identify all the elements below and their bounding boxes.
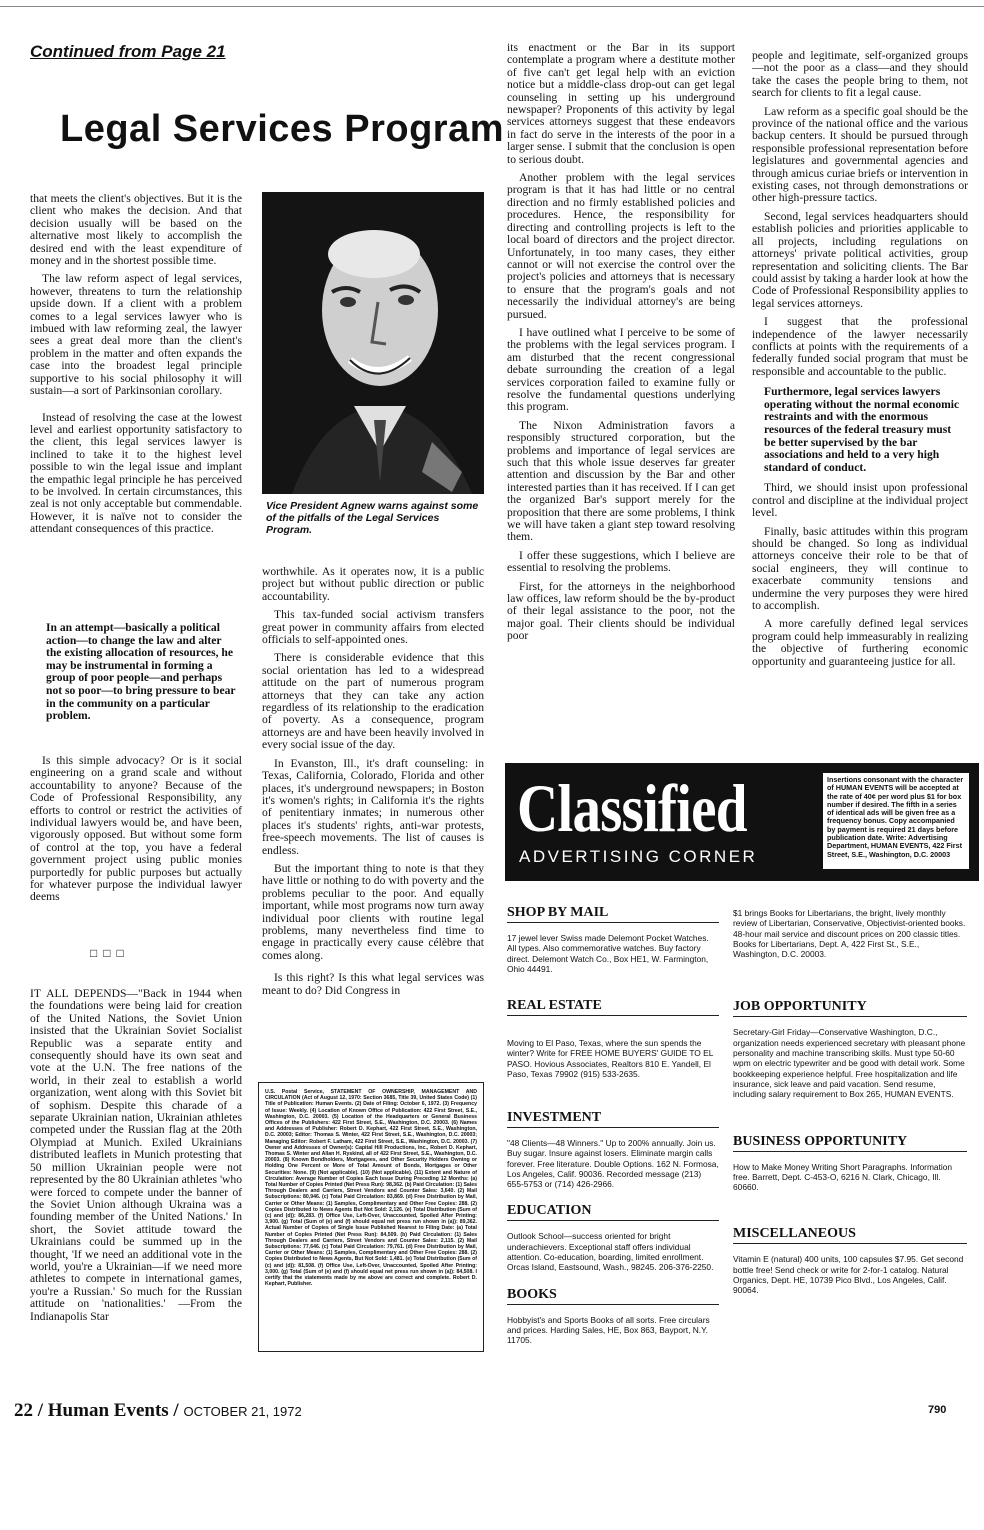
ad-books bbox=[507, 1287, 719, 1346]
classified-title: Classified bbox=[517, 770, 747, 846]
column-2 bbox=[262, 566, 484, 1046]
ad-investment bbox=[507, 1110, 719, 1189]
paragraph: In Evanston, Ill., it's draft counseling: in Texas, California, Colorado, Florida and other places, it's underground newspapers; in Boston it's women's rights; in California it's the rights of penitentiary inmates; in numerous other places it's students' rights, anti-war protests, free-speech movements. The list of causes is endless. bbox=[262, 756, 484, 857]
ad-text: Vitamin E (natural) 400 units, 100 capsules $7.95. Get second bottle free! Send check or write for 2-for-1 catalog. Natural Organics, Dept. HE, 10739 Pico Blvd., Los Angeles, Calif. 90064. bbox=[733, 1254, 964, 1296]
column-3 bbox=[507, 42, 735, 754]
column-1-bottom bbox=[30, 988, 242, 1388]
page-number: 22 / Human Events / bbox=[14, 1400, 179, 1421]
paragraph: Law reform as a specific goal should be the province of the national office and the various backup centers. It should be pursued through responsible professional representation before legislatures and governmental agencies and through amicus curiae briefs or intervention in existing cases, not through demonstrations or other high-pressure tactics. bbox=[752, 104, 968, 205]
ad-heading: REAL ESTATE bbox=[507, 998, 719, 1016]
paragraph: The Nixon Administration favors a responsibly structured corporation, but the problems and importance of legal services are such that this whole issue deserves far greater attention and discussion by the Bar and other interested parties than it has received. If I can get the organized Bar's support merely for the proposition that there are some problems, I think we will have taken a giant step toward resolving them. bbox=[507, 418, 735, 544]
classified-subtitle: ADVERTISING CORNER bbox=[519, 847, 758, 866]
paragraph: Finally, basic attitudes within this program should be changed. So long as individual attorneys conceive their role to be that of social engineers, they will continue to exacerbate community tensions and undermine the very purposes they were hired to accomplish. bbox=[752, 524, 968, 612]
continued-label: Continued from Page 21 bbox=[30, 42, 226, 61]
paragraph: This tax-funded social activism transfers great power in community affairs from elected officials to self-appointed ones. bbox=[262, 608, 484, 647]
section-separator: □□□ bbox=[90, 946, 130, 960]
paragraph: Second, legal services headquarters should establish policies and priorities applicable to all projects, including regulations on attorneys' private political activities, group representation and soliciting clients. The Bar could assist by taking a harder look at how the Code of Professional Responsibility applies to legal services attorneys. bbox=[752, 209, 968, 310]
paragraph: its enactment or the Bar in its support contemplate a program where a destitute mother of five can't get legal help with an eviction notice but a middle-class drop-out can get legal counseling in setting up his underground newspaper? Proponents of this activity by legal services attorneys suggest that these endeavors in fact do serve in the interests of the poor in a larger sense. I submit that the conclusion is open to serious doubt. bbox=[507, 42, 735, 166]
classified-rates-info: Insertions consonant with the character of HUMAN EVENTS will be accepted at the rate of 40¢ per word plus $1 for box number if desired. The fifth in a series of identical ads will be given free as a frequency bonus. Copy accompanied by payment is required 21 days before publication date. Write: Advertising Department, HUMAN EVENTS, 422 First Street, S.E., Washington, D.C. 20003 bbox=[823, 773, 969, 869]
ad-heading: JOB OPPORTUNITY bbox=[733, 999, 967, 1017]
paragraph: Another problem with the legal services program is that it has had little or no central direction and no firmly established policies and procedures. Hence, the responsibility for directing and controlling projects is left to the local board of directors and the project director. Unfortunately, in too many cases, they either cannot or will not exercise the control over the project's policies and attorneys that is necessary to ensure that the program's goals and not necessarily the individual attorney's are being pursued. bbox=[507, 171, 735, 321]
column-1-top bbox=[30, 193, 242, 603]
top-rule bbox=[0, 6, 984, 7]
postal-statement-box: U.S. Postal Service, STATEMENT OF OWNERSHIP, MANAGEMENT AND CIRCULATION (Act of August 12, 1970: Section 3685, Title 39, United States Code) (1) Title of Publication: Human Events. (2) Date of Filing: October 6, 1972. (3) Frequency of Issue: Weekly. (4) Location of Known Office of Publication: 422 First Street, S.E., Washington, D.C. 20003. (5) Location of the Headquarters or General Business Offices of the Publishers: 422 First Street, S.E., Washington, D.C. 20003. (6) Names and Addresses of Publisher: Robert D. Kephart, 422 First Street, S.E., Washington, D.C. 20003; Editor: Thomas S. Winter, 422 First Street, S.E., Washington, D.C. 20003; Managing Editor: Robert F. Latham, 422 First Street, S.E., Washington, D.C. 20003. (7) Owner and Addresses of Owner(s): Capital Hill Productions, Inc., Robert D. Kephart, Thomas S. Winter and Allan H. Ryskind, all of 422 First Street, S.E., Washington, D.C. 20003. (8) Known Bondholders, Mortgagees, and Other Security Holders Owning or Holding One Percent or More of Total Amount of Bonds, Mortgages or Other Securities: None. (9) (Not applicable). (10) (Not applicable). (11) Extent and Nature of Circulation: Average Number of Copies Each Issue During Preceding 12 Months: (a) Total Number of Copies Printed (Net Press Run): 98,362. (b) Paid Circulation: (1) Sales Through Dealers and Carriers, Street Vendors and Counter Sales: 3,640. (2) Mail Subscriptions: 80,946. (c) Total Paid Circulation: 83,869. (d) Free Distribution by Mail, Carrier or Other Means: (1) Samples, Complimentary and Other Free Copies: 288. (2) Copies Distributed to News Agents But Not Sold: 2,126. (e) Total Distribution (Sum of (c) and (d)): 86,283. (f) Office Use, Left-Over, Unaccounted, Spoiled After Printing: 3,900. (g) Total (Sum of (e) and (f) should equal net press run shown in (a)): 89,362. Actual Number of Copies of Single Issue Published Nearest to Filing Date: (a) Total Number of Copies Printed (Net Press Run): 84,509. (b) Paid Circulation: (1) Sales Through Dealers and Carriers, Street Vendors and Counter Sales: 2,115. (2) Mail Subscriptions: 77,646. (c) Total Paid Circulation: 79,761. (d) Free Distribution by Mail, Carrier or Other Means: (1) Samples, Complimentary and Other Free Copies: 288. (2) Copies Distributed to News Agents, But Not Sold: 1,481. (e) Total Distribution (Sum of (c) and (d)): 81,508. (f) Office Use, Left-Over, Unaccounted, Spoiled After Printing: 3,000. (g) Total (Sum of (e) and (f) should equal net press run shown in (a)): 84,508. I certify that the statements made by me above are correct and complete. Robert D. Kephart, Publisher. bbox=[258, 1082, 484, 1352]
classified-right-column bbox=[733, 908, 967, 1400]
paragraph: First, for the attorneys in the neighborhood law offices, law reform should be the by-product of their legal assistance to the poor, not the major goal. Their clients should be individual poor bbox=[507, 579, 735, 643]
paragraph: A more carefully defined legal services program could help immeasurably in realizing the objective of furthering economic opportunity and guaranteeing justice for all. bbox=[752, 617, 968, 668]
ad-heading: SHOP BY MAIL bbox=[507, 905, 719, 923]
paragraph: worthwhile. As it operates now, it is a public project but without public direction or public accountability. bbox=[262, 566, 484, 603]
ad-text: How to Make Money Writing Short Paragraphs. Information free. Barrett, Dept. C-453-O, 6216 N. Clark, Chicago, Ill. 60660. bbox=[733, 1161, 953, 1193]
paragraph: I offer these suggestions, which I believe are essential to resolving the problems. bbox=[507, 548, 735, 575]
issue-date: OCTOBER 21, 1972 bbox=[183, 1404, 302, 1419]
ad-miscellaneous bbox=[733, 1226, 967, 1295]
classified-banner bbox=[505, 763, 979, 881]
ad-shop-by-mail bbox=[507, 905, 719, 974]
ad-text: Secretary-Girl Friday—Conservative Washington, D.C., organization needs experienced secretary with pleasant phone personality and machine transcribing skills. Must type 50-60 wpm on electric typewriter and be good with detail work. Some bookkeeping experience helpful. Free hospitalization and life insurance, sick leave and paid vacation. Send resume, including salary requirement to Box 265, HUMAN EVENTS. bbox=[733, 1027, 966, 1100]
page-footer bbox=[14, 1400, 302, 1422]
paragraph: I suggest that the professional independence of the lawyer necessarily conflicts at points with the requirements of a federally funded social program that must be responsible and accountable to the public. bbox=[752, 315, 968, 378]
ad-business-opportunity bbox=[733, 1134, 967, 1193]
ad-heading: INVESTMENT bbox=[507, 1110, 719, 1128]
ad-education bbox=[507, 1203, 719, 1272]
paragraph: The law reform aspect of legal services, however, threatens to turn the relationship upside down. If a client with a problem comes to a legal services lawyer who is imbued with law reforming zeal, the lawyer sees a great deal more than the client's problem in the matter and often expands the case into the broadest legal principle supportive to his social philosophy it will sustain—a sort of Parkinsonian corollary. bbox=[30, 272, 242, 398]
ad-heading: BOOKS bbox=[507, 1287, 719, 1305]
paragraph: Is this simple advocacy? Or is it social engineering on a grand scale and without accountability to anyone? Because of the Code of Professional Responsibility, any efforts to control or restrict the activities of individual lawyers would be, and have been, vigorously opposed. But without some form of control at the top, you have a federal government project using public monies purportedly for public purposes but actually for whatever purpose the individual lawyer deems bbox=[30, 755, 242, 904]
agnew-photo bbox=[262, 192, 484, 494]
column-1-mid bbox=[30, 755, 242, 925]
pull-quote-right: Furthermore, legal services lawyers operating without the normal economic restraints and with the enormous resources of the federal treasury must be better supervised by the bar associations and held to a very high standard of conduct. bbox=[764, 385, 960, 474]
ad-real-estate bbox=[507, 998, 719, 1079]
ad-text-libertarian-books: $1 brings Books for Libertarians, the bright, lively monthly review of Libertarian, Conservative, Objectivist-oriented books. 48-hour mail service and discount prices on 200 classic titles. Books for Libertarians, Dept. A, 422 First St., S.E., Washington, D.C. 20003. bbox=[733, 908, 966, 960]
ad-text: Moving to El Paso, Texas, where the sun spends the winter? Write for FREE HOME BUYERS' GUIDE TO EL PASO. Hovious Associates, Realtors 810 E. Yandell, El Paso, Texas 79902 (915) 533-2635. bbox=[507, 1038, 714, 1080]
ad-heading: EDUCATION bbox=[507, 1203, 719, 1221]
ad-text: "48 Clients—48 Winners." Up to 200% annually. Join us. Buy sugar. Insure against losers. Eliminate margin calls forever. Free literature. Double Options. 162 N. Formosa, Los Angeles, Calif. 90036. Recorded message (213) 655-5753 or (714) 426-2966. bbox=[507, 1138, 719, 1190]
paragraph: But the important thing to note is that they have little or nothing to do with poverty and the problems peculiar to the poor. And equally important, while most programs now turn away individual poor clients with routine legal problems, many nevertheless find time to engage in practically every cause célèbre that comes along. bbox=[262, 861, 484, 962]
paragraph: IT ALL DEPENDS—"Back in 1944 when the foundations were being laid for creation of the United Nations, the Soviet Union insisted that the Ukrainian Soviet Socialist Republic was a separate entity and consequently should have its own seat and vote at the U.N. The free nations of the world, in their zeal to establish a world organization, went along with this Soviet bit of sophism. Despite this charade of a separate Ukrainian nation, Ukrainian athletes competed under the Russian flag at the 20th Olympiad at Munich. Exiled Ukrainians distributed leaflets in Munich protesting that 50 million Ukrainian people were not represented by the 80 Ukrainian athletes 'who were forced to compete under the banner of the Soviet Union although Ukraina was a founding member of the United Nations.' In short, the Soviet attitude toward the Ukrainians could be summed up in the thought, 'If we need an additional vote in the world, you're a Ukrainian—if we need more athletes to compete in international games, you're a Russian.' So much for the Russian attitude on 'nationalities.' —From the Indianapolis Star bbox=[30, 988, 242, 1323]
page-code: 790 bbox=[928, 1404, 947, 1416]
page-title: Legal Services Program bbox=[60, 108, 504, 150]
ad-job-opportunity bbox=[733, 999, 967, 1099]
classified-left-column bbox=[507, 905, 719, 1145]
ad-text: 17 jewel lever Swiss made Delemont Pocket Watches. All types. Also commemorative watches. Buy factory direct. Delemont Watch Co., Box HE1, W. Farmington, Ohio 44491. bbox=[507, 933, 709, 974]
paragraph: Is this right? Is this what legal services was meant to do? Did Congress in bbox=[262, 971, 484, 997]
photo-caption: Vice President Agnew warns against some of the pitfalls of the Legal Services Program. bbox=[266, 500, 479, 536]
ad-text: Hobbyist's and Sports Books of all sorts. Free circulars and prices. Harding Sales, HE, Box 863, Bayport, N.Y. 11705. bbox=[507, 1314, 710, 1346]
paragraph: Instead of resolving the case at the lowest level and earliest opportunity satisfactory to the client, this legal services lawyer is inclined to take it to the highest level possible to win the legal issue and implant the empathic legal principle he has perceived to be involved. In certain circumstances, this zeal is not only acceptable but commendable. However, it is naïve not to consider the attendant consequences of this practice. bbox=[30, 410, 242, 536]
column-4 bbox=[752, 50, 968, 756]
ad-heading: BUSINESS OPPORTUNITY bbox=[733, 1134, 967, 1152]
portrait-image bbox=[262, 192, 484, 494]
paragraph: Third, we should insist upon professional control and discipline at the individual project level. bbox=[752, 481, 968, 520]
paragraph: that meets the client's objectives. But it is the client who makes the decision. And that decision usually will be based on the alternative most likely to accomplish the desired end with the least expenditure of money and in the shortest possible time. bbox=[30, 193, 242, 268]
paragraph: There is considerable evidence that this social orientation has led to a widespread attitude on the part of numerous program attorneys that they can take any action regardless of its relationship to the eradication of poverty. As a consequence, program attorneys are and have been heavily involved in every social issue of the day. bbox=[262, 651, 484, 752]
ad-heading: MISCELLANEOUS bbox=[733, 1226, 967, 1244]
paragraph: I have outlined what I perceive to be some of the problems with the legal services program. I am disturbed that the recent congressional debate surrounding the creation of a legal services corporation failed to examine fully or resolve the fundamental questions underlying this program. bbox=[507, 325, 735, 414]
pull-quote-left: In an attempt—basically a political action—to change the law and alter the existing allocation of resources, he may be instrumental in forming a group of poor people—and perhaps not so poor—to bring pressure to bear in the community on a particular problem. bbox=[46, 622, 236, 723]
ad-text: Outlook School—success oriented for bright underachievers. Exceptional staff offers individual attention. Co-education, boarding, limited enrollment. Orcas Island, Eastsound, Wash., 98245. 206-376-2250. bbox=[507, 1231, 714, 1273]
classified-left-column-2 bbox=[507, 1110, 719, 1400]
paragraph: people and legitimate, self-organized groups—not the poor as a class—and they should take the cases the people bring to them, not search for clients to fit a legal cause. bbox=[752, 50, 968, 100]
